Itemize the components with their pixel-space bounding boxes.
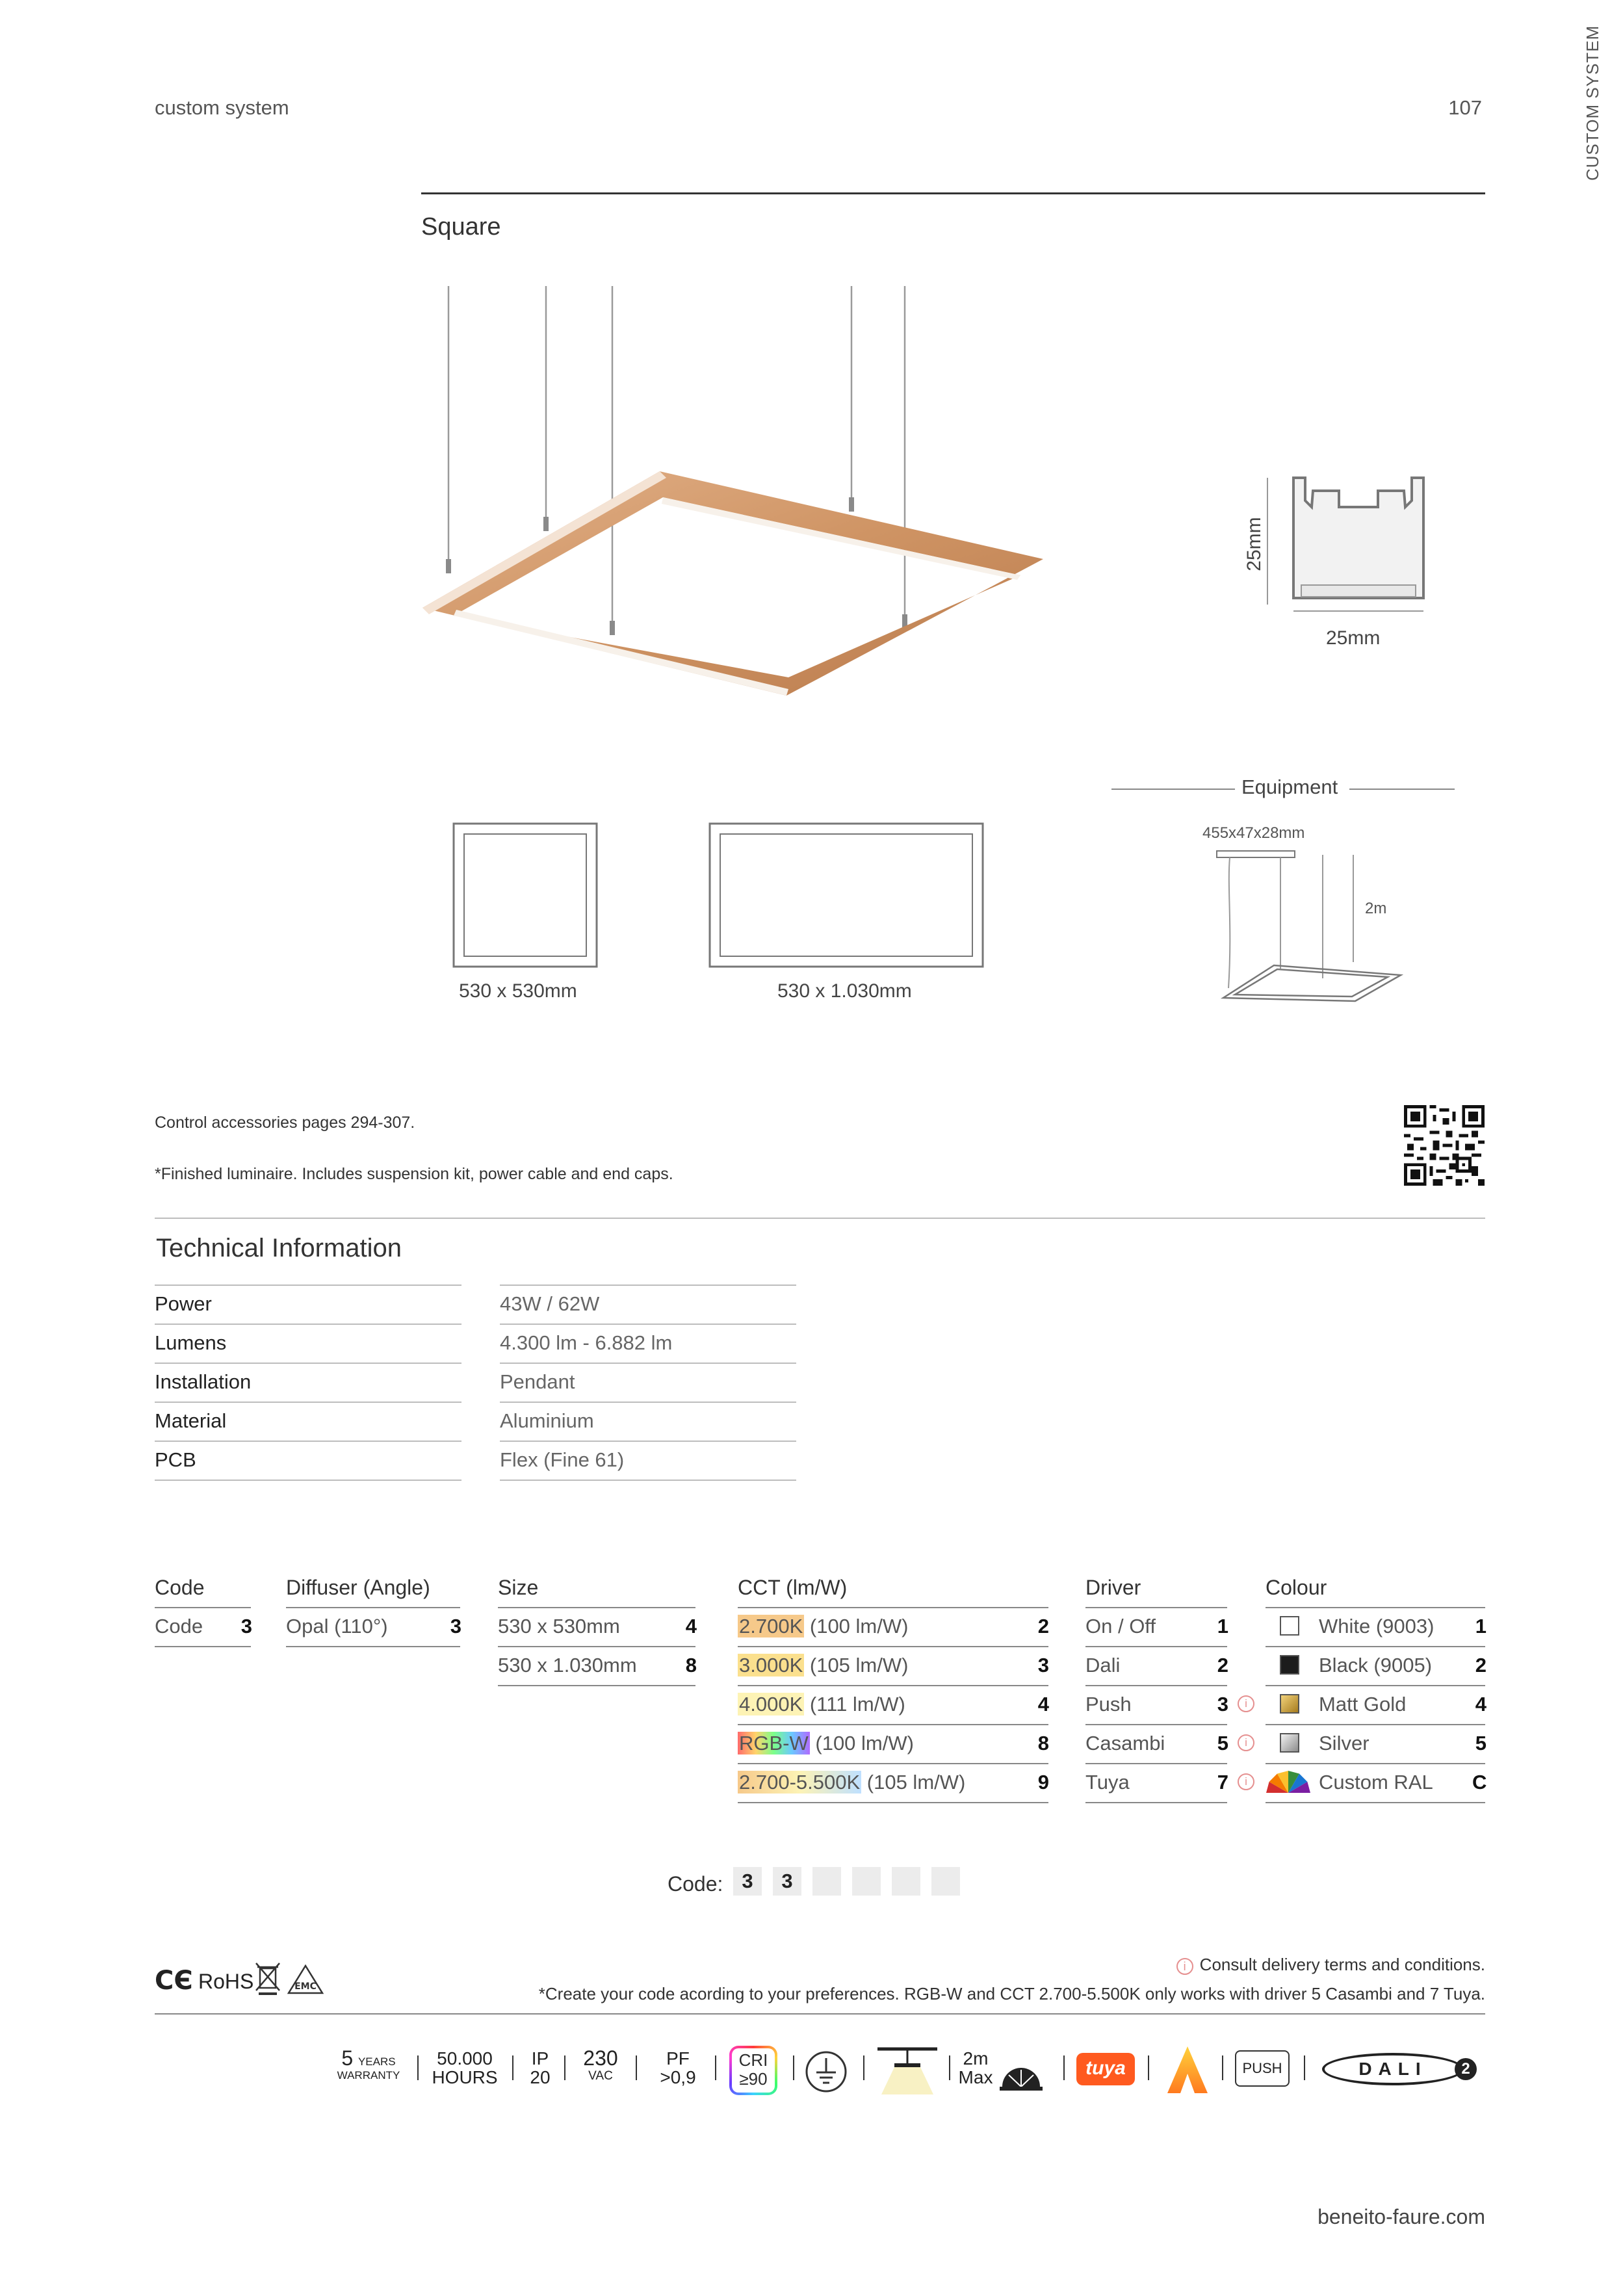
table-cell-size: 530 x 1.030mm <box>498 1654 637 1676</box>
rohs-mark: RoHS <box>198 1970 254 1993</box>
cct-efficiency: (105 lm/W) <box>861 1771 966 1794</box>
accessories-note: Control accessories pages 294-307. <box>155 1114 415 1132</box>
pendant-light-icon <box>875 2045 940 2097</box>
spec-separator <box>512 2055 513 2080</box>
lifetime-hours: 50.000 HOURS <box>432 2048 498 2088</box>
technical-title: Technical Information <box>156 1234 402 1262</box>
product-title: Square <box>421 213 501 241</box>
tech-row-rule <box>155 1324 461 1325</box>
tech-row-label: Power <box>155 1292 212 1315</box>
table-row-rule <box>1085 1685 1227 1686</box>
section-name: custom system <box>155 96 289 119</box>
table-row-rule <box>1266 1607 1485 1608</box>
tech-row-value: 43W / 62W <box>500 1292 600 1315</box>
tuya-logo: tuya <box>1076 2053 1135 2085</box>
option-code: 3 <box>1217 1693 1228 1715</box>
option-code: 2 <box>1037 1615 1049 1637</box>
table-cell-size: 530 x 530mm <box>498 1615 620 1637</box>
cct-efficiency: (105 lm/W) <box>804 1654 909 1676</box>
tech-row-rule <box>500 1402 796 1403</box>
table-row-rule <box>1266 1685 1485 1686</box>
code-slot[interactable] <box>812 1867 841 1896</box>
option-code: 4 <box>685 1615 697 1637</box>
table-row-rule <box>738 1607 1048 1608</box>
spec-separator <box>1148 2055 1149 2080</box>
col-header-colour: Colour <box>1266 1576 1327 1599</box>
code-slot[interactable]: 3 <box>733 1867 762 1896</box>
dali-version: 2 <box>1455 2058 1477 2080</box>
table-row-rule <box>286 1607 460 1608</box>
option-code: 5 <box>1217 1732 1228 1755</box>
table-row-rule <box>1085 1802 1227 1803</box>
tech-row-label: Lumens <box>155 1331 227 1354</box>
option-code: 8 <box>1037 1732 1049 1755</box>
equipment-rule-right <box>1349 789 1455 790</box>
table-cell-cct <box>738 1654 908 1677</box>
table-row-rule <box>498 1685 695 1686</box>
profile-width-label: 25mm <box>1326 627 1381 649</box>
power-factor: PF >0,9 <box>660 2048 696 2088</box>
table-row-rule <box>155 1607 251 1608</box>
finished-note: *Finished luminaire. Includes suspension kit, power cable and end caps. <box>155 1165 673 1183</box>
voltage-rating: 230 VAC <box>583 2046 618 2083</box>
cct-highlight: 2.700K <box>739 1615 803 1637</box>
code-builder-label: Code: <box>668 1872 723 1896</box>
table-cell-colour: Black (9005) <box>1319 1654 1433 1676</box>
spec-separator <box>715 2055 716 2080</box>
warranty-badge: 5 YEARS WARRANTY <box>337 2046 400 2081</box>
tech-row-rule <box>155 1285 461 1286</box>
table-cell-colour: White (9003) <box>1319 1615 1435 1637</box>
cct-highlight: 3.000K <box>739 1654 803 1676</box>
option-code: 4 <box>1475 1693 1487 1715</box>
option-code: 3 <box>1037 1654 1049 1676</box>
table-cell-colour: Silver <box>1319 1732 1370 1755</box>
option-code: 7 <box>1217 1771 1228 1794</box>
tech-row-rule <box>500 1441 796 1442</box>
table-row-rule <box>738 1802 1048 1803</box>
table-row-rule <box>738 1763 1048 1764</box>
table-row-rule <box>286 1646 460 1647</box>
spec-separator <box>636 2055 637 2080</box>
option-code: 2 <box>1217 1654 1228 1676</box>
notes-divider <box>155 1218 1485 1219</box>
equipment-size: 455x47x28mm <box>1202 824 1305 842</box>
svg-text:EMC: EMC <box>294 1981 317 1992</box>
class-one-earth-icon <box>803 2049 849 2094</box>
table-row-rule <box>1085 1607 1227 1608</box>
table-cell-code: Code <box>155 1615 203 1637</box>
info-icon: i <box>1176 1958 1193 1975</box>
tech-row-value: Pendant <box>500 1370 575 1393</box>
col-header-diffuser: Diffuser (Angle) <box>286 1576 430 1599</box>
table-row-rule <box>738 1685 1048 1686</box>
spec-separator <box>949 2055 950 2080</box>
table-row-rule <box>498 1607 695 1608</box>
table-row-rule <box>1266 1646 1485 1647</box>
table-cell-cct <box>738 1693 905 1716</box>
colour-swatch <box>1280 1694 1299 1714</box>
profile-height-label: 25mm <box>1243 517 1265 571</box>
size-label-rectangle: 530 x 1.030mm <box>777 980 912 1002</box>
info-icon: i <box>1238 1695 1254 1712</box>
page-number: 107 <box>1448 96 1482 119</box>
tech-row-rule <box>500 1480 796 1481</box>
spec-separator <box>564 2055 565 2080</box>
footer-divider <box>155 2013 1485 2015</box>
option-code: 4 <box>1037 1693 1049 1715</box>
tech-row-rule <box>500 1324 796 1325</box>
push-badge: PUSH <box>1235 2050 1290 2087</box>
table-cell-colour: Matt Gold <box>1319 1693 1407 1715</box>
table-cell-diffuser: Opal (110°) <box>286 1615 388 1637</box>
tech-row-rule <box>155 1441 461 1442</box>
option-code: 8 <box>685 1654 697 1676</box>
info-icon: i <box>1238 1734 1254 1751</box>
tech-row-label: PCB <box>155 1448 196 1471</box>
tech-row-rule <box>155 1363 461 1364</box>
equipment-title: Equipment <box>1241 776 1338 798</box>
equipment-drawing <box>1215 848 1417 1004</box>
tech-row-rule <box>500 1285 796 1286</box>
option-code: 1 <box>1217 1615 1228 1637</box>
table-row-rule <box>1085 1763 1227 1764</box>
option-code: 3 <box>450 1615 461 1637</box>
cct-highlight: RGB-W <box>739 1732 809 1755</box>
tech-row-rule <box>155 1402 461 1403</box>
table-row-rule <box>1266 1802 1485 1803</box>
table-row-rule <box>738 1646 1048 1647</box>
spec-separator <box>863 2055 864 2080</box>
table-cell-cct <box>738 1615 908 1638</box>
table-row-rule <box>1085 1724 1227 1725</box>
tech-row-value: Aluminium <box>500 1409 594 1432</box>
table-cell-cct <box>738 1732 914 1755</box>
table-cell-colour: Custom RAL <box>1319 1771 1433 1794</box>
size-label-square: 530 x 530mm <box>459 980 577 1002</box>
size-diagram-rectangle <box>708 822 984 968</box>
ip-rating: IP 20 <box>530 2048 551 2088</box>
col-header-code: Code <box>155 1576 205 1599</box>
dali-logo: DALI <box>1322 2053 1464 2085</box>
website-link[interactable]: beneito-faure.com <box>1318 2205 1485 2228</box>
tech-row-value: Flex (Fine 61) <box>500 1448 625 1471</box>
code-slot[interactable]: 3 <box>773 1867 801 1896</box>
table-cell-driver: Tuya <box>1085 1771 1130 1794</box>
delivery-note: i Consult delivery terms and conditions. <box>1150 1955 1485 1975</box>
col-header-size: Size <box>498 1576 539 1599</box>
size-diagram-square <box>452 822 598 968</box>
col-header-driver: Driver <box>1085 1576 1141 1599</box>
table-row-rule <box>1266 1763 1485 1764</box>
table-cell-driver: On / Off <box>1085 1615 1156 1637</box>
colour-swatch <box>1280 1655 1299 1675</box>
equipment-rule-left <box>1111 789 1235 790</box>
table-row-rule <box>1085 1646 1227 1647</box>
emc-icon <box>287 1964 324 1994</box>
option-code: 2 <box>1475 1654 1487 1676</box>
colour-swatch <box>1280 1616 1299 1636</box>
spec-separator <box>1222 2055 1223 2080</box>
cct-efficiency: (100 lm/W) <box>809 1732 914 1755</box>
code-slot[interactable] <box>931 1867 960 1896</box>
table-cell-driver: Casambi <box>1085 1732 1165 1755</box>
spec-separator <box>417 2055 419 2080</box>
create-note: *Create your code acording to your preferences. RGB-W and CCT 2.700-5.500K only works with driver 5 Casambi and 7 Tuya. <box>538 1984 1485 2003</box>
table-row-rule <box>498 1646 695 1647</box>
spec-separator <box>793 2055 794 2080</box>
side-tab: CUSTOM SYSTEM <box>1583 25 1602 181</box>
tech-row-value: 4.300 lm - 6.882 lm <box>500 1331 673 1354</box>
ceiling-rose-icon <box>998 2054 1044 2092</box>
cct-efficiency: (100 lm/W) <box>804 1615 909 1637</box>
info-icon: i <box>1238 1773 1254 1790</box>
code-slot[interactable] <box>892 1867 920 1896</box>
spec-separator <box>1304 2055 1305 2080</box>
ce-mark: CЄ <box>155 1966 193 1996</box>
cct-efficiency: (111 lm/W) <box>804 1693 905 1715</box>
option-code: C <box>1472 1771 1487 1794</box>
qr-code[interactable] <box>1404 1105 1485 1186</box>
equipment-cable: 2m <box>1365 900 1387 917</box>
code-slot[interactable] <box>852 1867 881 1896</box>
option-code: 1 <box>1475 1615 1487 1637</box>
tech-row-rule <box>155 1480 461 1481</box>
casambi-logo <box>1166 2045 1209 2094</box>
table-row-rule <box>155 1646 251 1647</box>
table-row-rule <box>738 1724 1048 1725</box>
option-code: 9 <box>1037 1771 1049 1794</box>
tech-row-label: Material <box>155 1409 227 1432</box>
cct-highlight: 2.700-5.500K <box>739 1771 861 1794</box>
cable-length: 2m Max <box>958 2048 993 2088</box>
title-divider <box>421 192 1485 194</box>
ral-fan-icon <box>1266 1768 1311 1794</box>
table-cell-cct <box>738 1771 965 1794</box>
table-cell-driver: Dali <box>1085 1654 1121 1676</box>
profile-section-drawing <box>1261 471 1430 621</box>
cct-highlight: 4.000K <box>739 1693 803 1715</box>
tech-row-rule <box>500 1363 796 1364</box>
col-header-cct: CCT (lm/W) <box>738 1576 848 1599</box>
table-cell-driver: Push <box>1085 1693 1132 1715</box>
option-code: 3 <box>240 1615 252 1637</box>
spec-separator <box>1063 2055 1065 2080</box>
weee-bin-icon <box>255 1962 281 1996</box>
table-row-rule <box>1266 1724 1485 1725</box>
product-render <box>403 280 1066 709</box>
cri-badge: CRI ≥90 <box>729 2046 777 2095</box>
colour-swatch <box>1280 1733 1299 1753</box>
option-code: 5 <box>1475 1732 1487 1755</box>
tech-row-label: Installation <box>155 1370 252 1393</box>
